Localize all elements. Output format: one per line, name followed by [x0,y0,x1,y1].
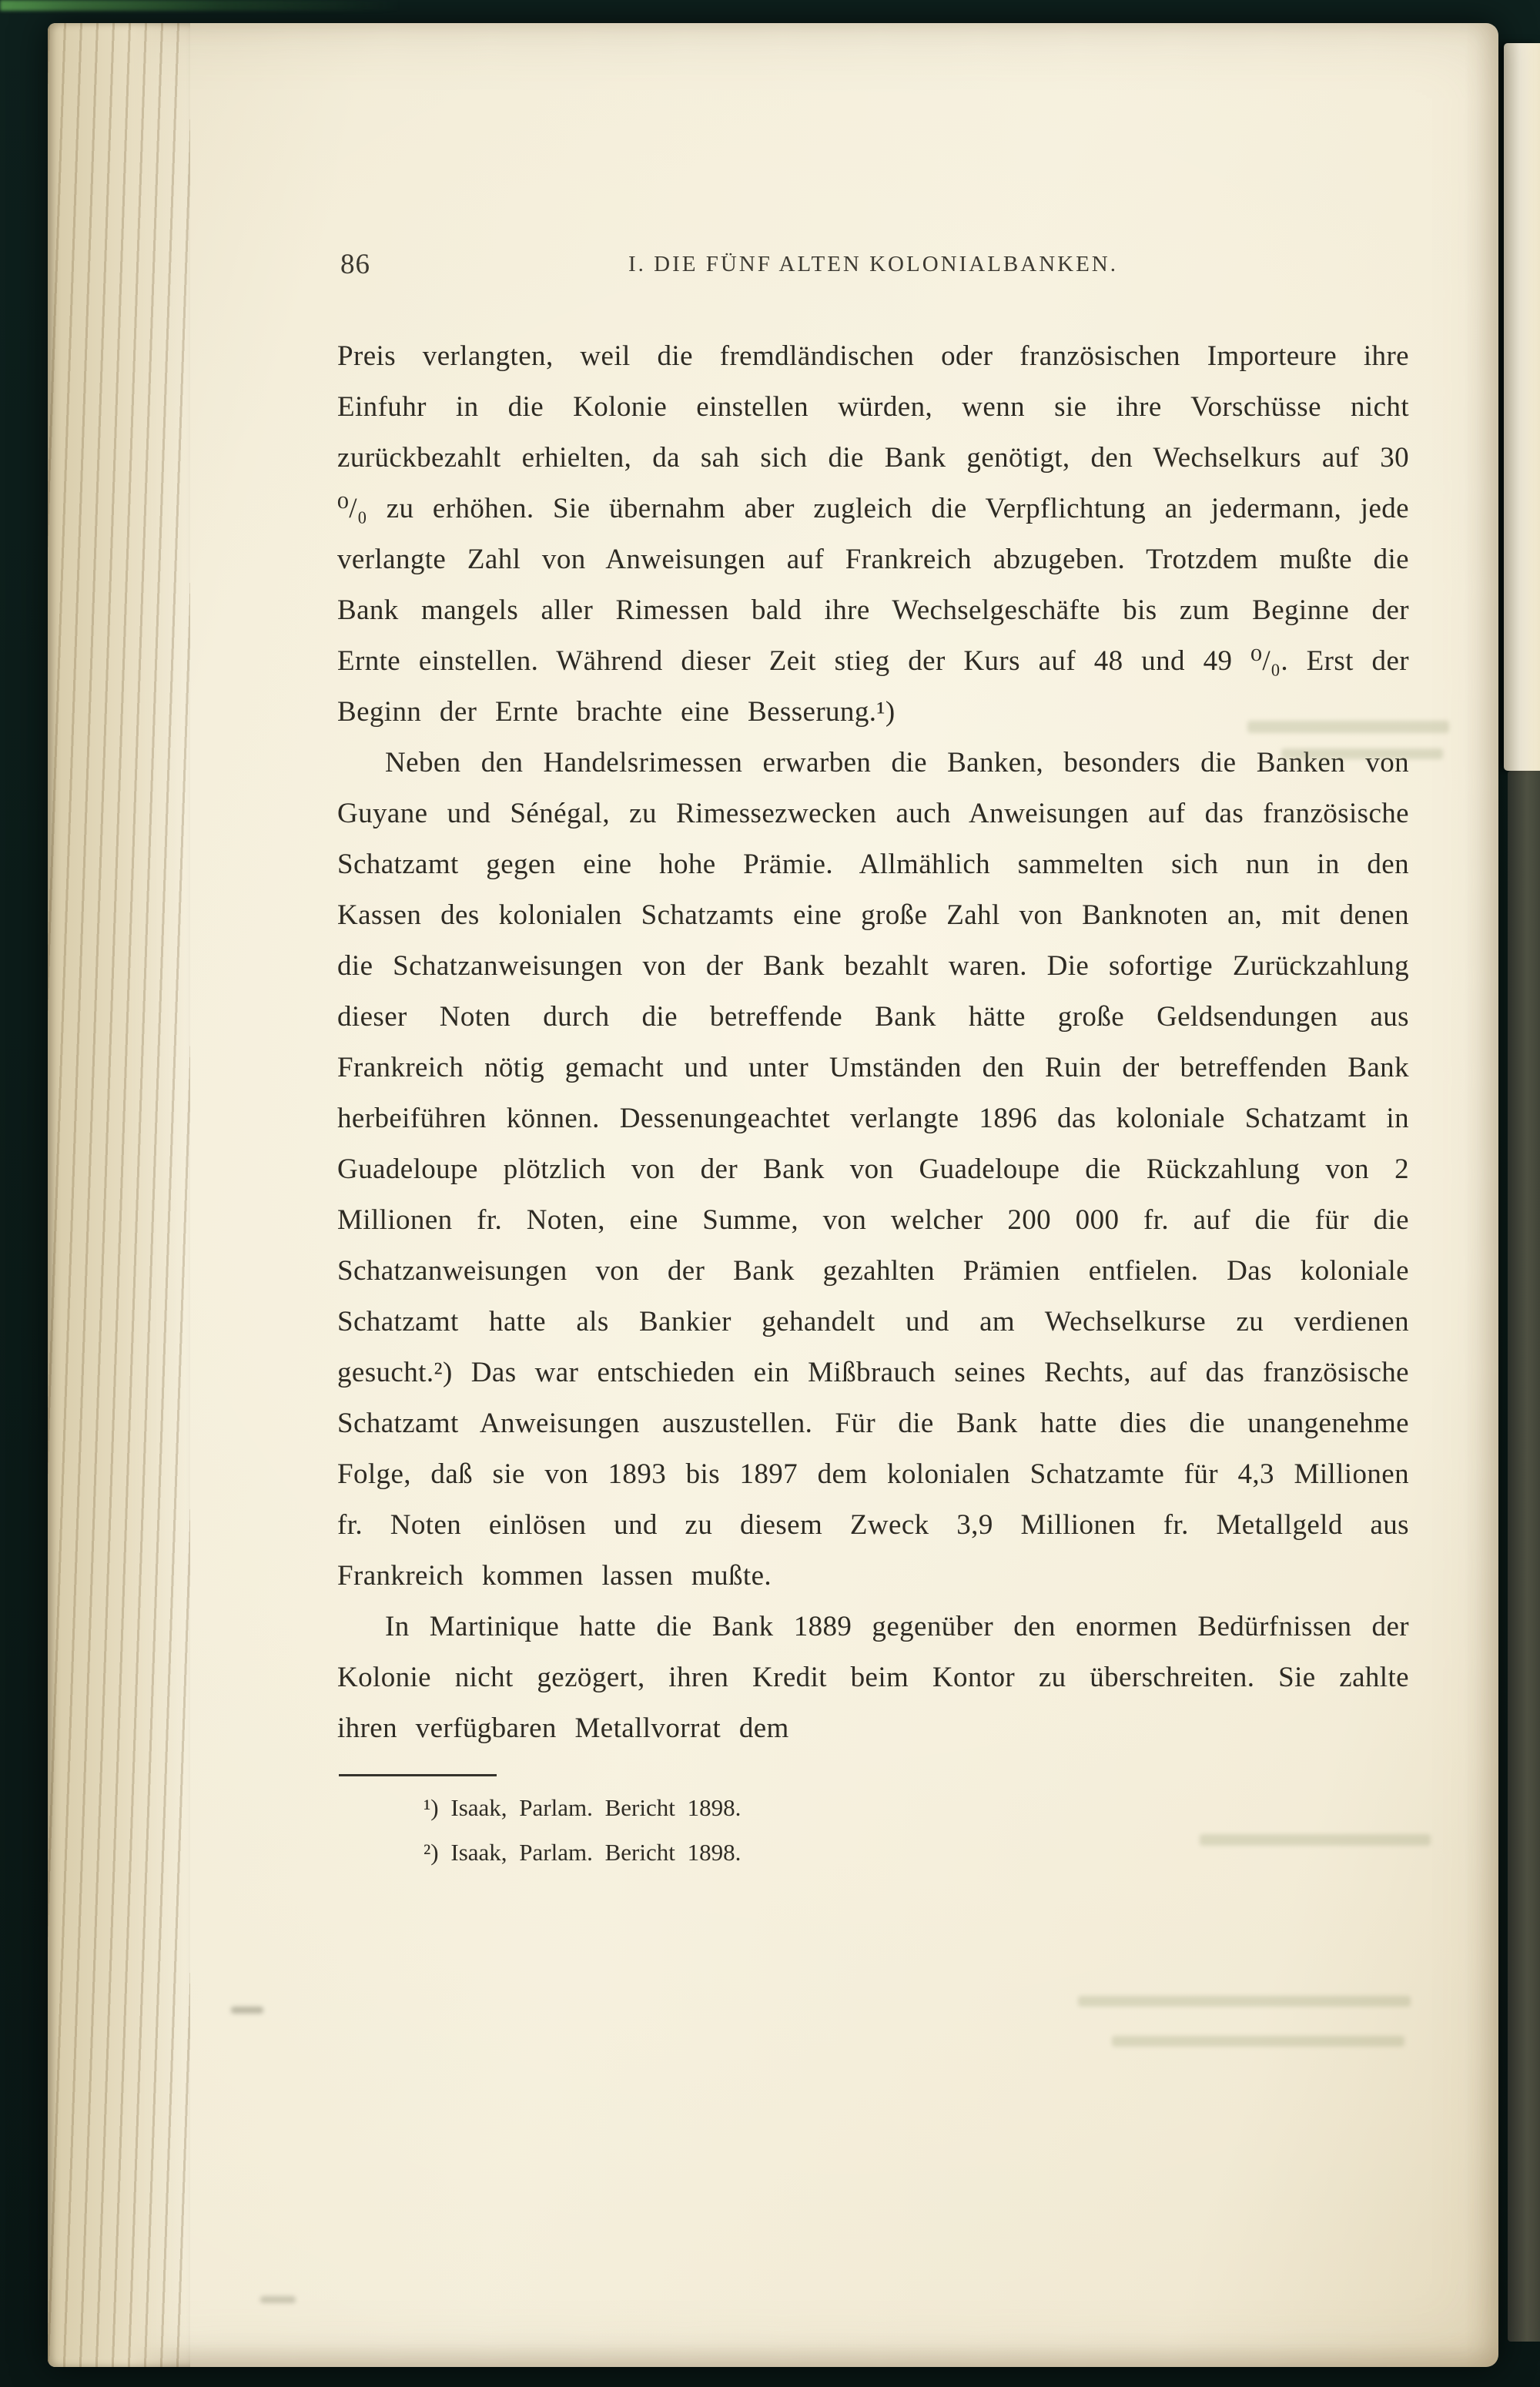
body-paragraph: Preis verlangten, weil die fremdländischen oder französischen Importeure ihre Einfuhr in die Kolonie einstellen würden, wenn sie ihre Vorschüsse nicht zurückbezahlt erhielten, da sah sich die Bank genötigt, den Wechselkurs auf 30 ⁰/₀ zu erhöhen. Sie übernahm aber zugleich die Verpflichtung an jedermann, jede verlangte Zahl von Anweisungen auf Frankreich abzugeben. Trotzdem mußte die Bank mangels aller Rimessen bald ihre Wechselgeschäfte bis zum Beginne der Ernte einstellen. Während dieser Zeit stieg der Kurs auf 48 und 49 ⁰/₀. Erst der Beginn der Ernte brachte eine Besserung.¹) [337,340,1409,728]
margin-mark [231,2007,263,2014]
scan-light-artifact [0,0,400,11]
ink-show-through [1247,721,1449,733]
page-stack-edges [48,23,190,2367]
footnote-rule [339,1774,497,1776]
margin-mark [260,2296,296,2303]
running-head: I. DIE FÜNF ALTEN KOLONIALBANKEN. [628,252,1118,276]
body-paragraph: In Martinique hatte die Bank 1889 gegenüber den enormen Bedürfnissen der Kolonie nicht gezögert, ihren Kredit beim Kontor zu überschreiten. Sie zahlte ihren verfügbaren Metallvorrat dem [337,1611,1409,1744]
footnote: ¹) Isaak, Parlam. Bericht 1898. [424,1794,742,1821]
ink-show-through [1200,1834,1431,1846]
page-header [337,248,1409,288]
footnote: ²) Isaak, Parlam. Bericht 1898. [424,1839,742,1866]
ink-show-through [1112,2036,1404,2047]
page-content [337,248,1409,1875]
body-paragraph: Neben den Handelsrimessen erwarben die Banken, besonders die Banken von Guyane und Sénégal, zu Rimessezwecken auch Anweisungen auf das französische Schatzamt gegen eine hohe Prämie. Allmählich sammelten sich nun in den Kassen des kolonialen Schatzamts eine große Zahl von Banknoten an, mit denen die Schatzanweisungen von der Bank bezahlt waren. Die sofortige Zurückzahlung dieser Noten durch die betreffende Bank hätte große Geldsendungen aus Frankreich nötig gemacht und unter Umständen den Ruin der betreffenden Bank herbeiführen können. Dessenungeachtet verlangte 1896 das koloniale Schatzamt in Guadeloupe plötzlich von der Bank von Guadeloupe die Rückzahlung von 2 Millionen fr. Noten, eine Summe, von welcher 200 000 fr. auf die für die Schatzanweisungen von der Bank gezahlten Prämien entfielen. Das koloniale Schatzamt hatte als Bankier gehandelt und am Wechselkurse zu verdienen gesucht.²) Das war entschieden ein Mißbrauch seines Rechts, auf das französische Schatzamt Anweisungen auszustellen. Für die Bank hatte dies die unangenehme Folge, daß sie von 1893 bis 1897 dem kolonialen Schatzamte für 4,3 Millionen fr. Noten einlösen und zu diesem Zweck 3,9 Millionen fr. Metallgeld aus Frankreich kommen lassen mußte. [337,747,1409,1592]
ink-show-through [1078,1996,1411,2007]
adjacent-page-edge-lower [1508,771,1540,2342]
book-page [48,23,1498,2367]
page-number: 86 [340,249,370,280]
adjacent-page-edge [1504,43,1540,771]
ink-show-through [1281,748,1443,759]
